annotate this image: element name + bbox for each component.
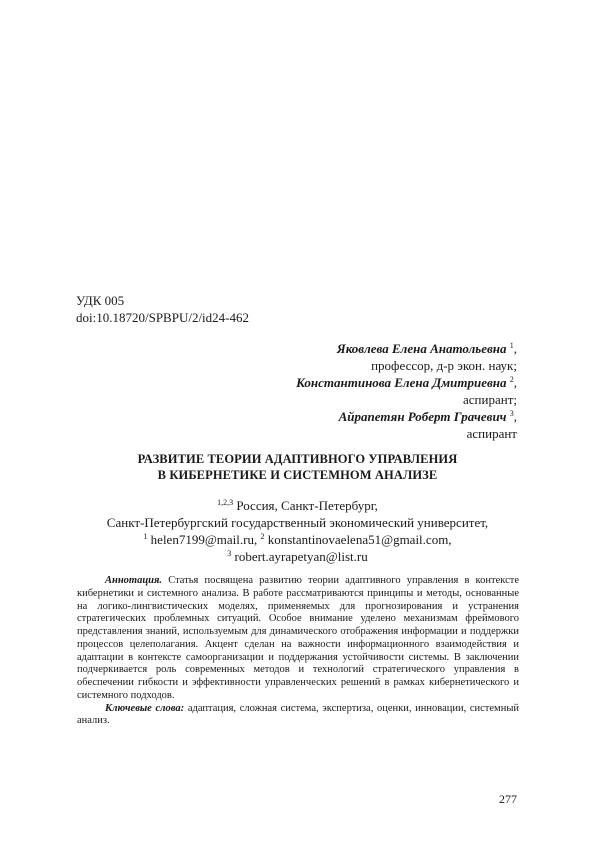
author-line <box>97 374 517 391</box>
doi-identifier: doi:10.18720/SPBPU/2/id24-462 <box>76 310 249 325</box>
affiliation-email-line <box>0 548 595 565</box>
author-name: Яковлева Елена Анатольевна <box>336 341 507 356</box>
author-position: профессор, д-р экон. наук; <box>371 358 517 373</box>
title-line: РАЗВИТИЕ ТЕОРИИ АДАПТИВНОГО УПРАВЛЕНИЯ <box>137 452 458 466</box>
author-superscript: 1 <box>509 341 514 350</box>
author-position: аспирант; <box>463 392 517 407</box>
keywords-paragraph <box>77 703 519 729</box>
author-punct: , <box>513 341 517 356</box>
article-meta <box>76 292 249 326</box>
abstract-paragraph <box>77 575 519 703</box>
keywords-label: Ключевые слова: <box>105 702 185 714</box>
author-line <box>97 408 517 425</box>
author-superscript: 3 <box>509 409 514 418</box>
authors-block <box>97 340 517 442</box>
email-superscript: 1 <box>143 532 148 541</box>
abstract-text: Статья посвящена развитию теории адаптивного управления в контексте кибернетики и системного анализа. В работе рассматриваются принципы и методы, основанные на логико-лингвистических моделях, применяемых для прогнозирования и устранения стратегических проблемных ситуаций. Особое внимание уделено механизмам фреймового представления знаний, используемым для динамического отображения информации и поддержки процессов целеполагания. Акцент сделан на важности информационного взаимодействия и адаптации в контексте самоорганизации и поддержания устойчивости системы. В заключении подчеркивается роль современных методов и технологий стратегического управления в обеспечении гибкости и эффективности управленческих решений в рамках кибернетического и системного подходов. <box>77 575 519 701</box>
email-link[interactable]: robert.ayrapetyan@list.ru <box>234 549 368 564</box>
author-punct: , <box>513 409 517 424</box>
email-superscript: 3 <box>227 549 232 558</box>
article-title <box>0 451 595 483</box>
title-line: В КИБЕРНЕТИКЕ И СИСТЕМНОМ АНАЛИЗЕ <box>157 468 438 482</box>
author-punct: , <box>513 375 517 390</box>
abstract-label: Аннотация. <box>105 575 163 586</box>
affiliation-emails <box>0 531 595 548</box>
email-link[interactable]: konstantinovaelena51@gmail.com, <box>267 532 452 547</box>
author-position: аспирант <box>466 426 517 441</box>
author-superscript: 2 <box>509 375 514 384</box>
email-superscript: 2 <box>260 532 265 541</box>
keywords-text: адаптация, сложная система, экспертиза, оценки, инновации, системный анализ. <box>77 702 519 727</box>
location-superscript: 1,2,3 <box>217 498 234 507</box>
author-line <box>97 340 517 357</box>
author-name: Айрапетян Роберт Грачевич <box>338 409 507 424</box>
page-number: 277 <box>499 792 517 806</box>
location-text: Россия, Санкт-Петербург, <box>236 498 378 513</box>
email-link[interactable]: helen7199@mail.ru, <box>150 532 258 547</box>
author-name: Константинова Елена Дмитриевна <box>296 375 507 390</box>
affiliation-university: Санкт-Петербургский государственный экономический университет, <box>106 515 489 530</box>
abstract-section <box>77 575 519 728</box>
udk-code: УДК 005 <box>76 293 125 308</box>
affiliation-location <box>0 497 595 514</box>
affiliation-block <box>0 497 595 565</box>
